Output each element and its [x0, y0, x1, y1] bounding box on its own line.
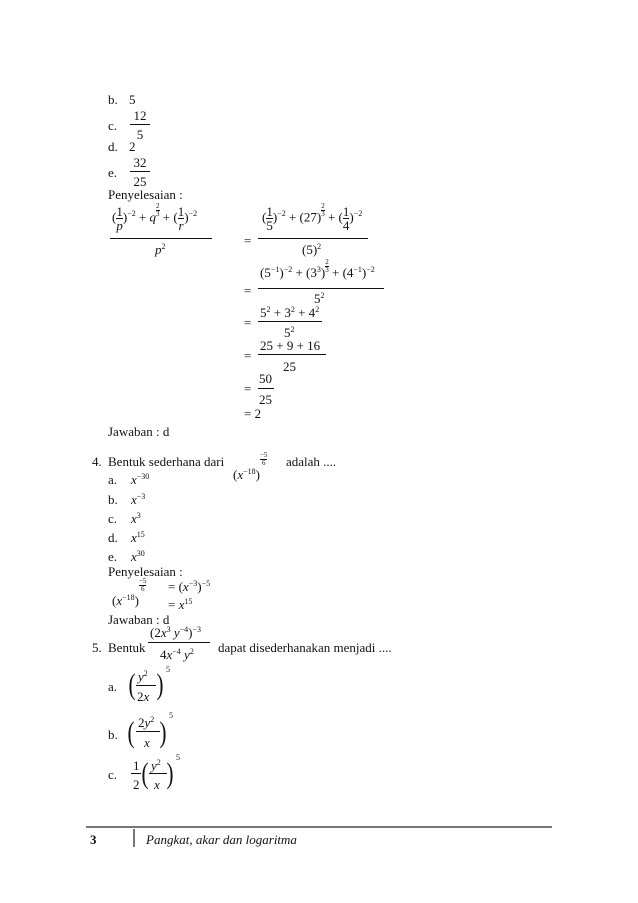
q3-step5-numerator: 50: [259, 371, 272, 386]
right-paren: ): [156, 668, 164, 701]
fraction-bar: [258, 388, 274, 389]
q4-answer: Jawaban : d: [108, 612, 170, 627]
fraction-bar: [130, 171, 150, 172]
q5-option-a-label: a.: [108, 679, 118, 694]
q4-option-c-label: c.: [108, 511, 118, 526]
q4-question-text: Bentuk sederhana dari: [108, 454, 225, 469]
q5-option-b-exponent: 5: [169, 711, 173, 720]
q4-option-e-label: e.: [108, 549, 118, 564]
equals-sign: =: [244, 283, 252, 298]
q5-option-a-exponent: 5: [166, 665, 170, 674]
q5-option-a-denominator: 2x: [137, 689, 150, 704]
q4-option-e-value: $x^{30}$: [131, 549, 145, 564]
q4-solution-lhs: $(x^{-18})$ $\frac{-5}{6}$: [112, 577, 147, 608]
q4-option-b-label: b.: [108, 492, 118, 507]
q4-solution-step2: = $x^{15}$: [168, 597, 193, 612]
fraction-bar: [136, 685, 156, 686]
footer-separator: [133, 829, 135, 847]
q3-solution-label: Penyelesaian :: [108, 187, 183, 202]
q4-option-d-value: $x^{15}$: [131, 530, 145, 545]
fraction-bar: [258, 288, 384, 289]
q3-answer: Jawaban : d: [108, 424, 170, 439]
q3-option-b-label: b.: [108, 92, 118, 107]
q5-option-c-exponent: 5: [176, 753, 180, 762]
q4-option-d-label: d.: [108, 530, 118, 545]
fraction-bar: [258, 321, 322, 322]
right-paren: ): [166, 757, 174, 790]
equals-sign: =: [244, 315, 252, 330]
q5-expression-denominator: $4x^{-4}$ $y^2$: [160, 647, 194, 662]
fraction-bar: [148, 642, 210, 643]
left-paren: (: [128, 668, 136, 701]
q4-expression: $(x^{-18})$ $\frac{-5}{6}$: [233, 451, 268, 482]
q5-option-b-label: b.: [108, 727, 118, 742]
footer-divider: [86, 826, 552, 828]
q5-option-c-coef-numerator: 1: [133, 758, 140, 773]
q3-step2-numerator: $(5^{-1})^{-2} + (3^3)$ $^{\frac{2}{3}}$ + $(4^{-1})^{-2}$: [260, 258, 375, 280]
fraction-bar: [258, 354, 326, 355]
q4-option-a-label: a.: [108, 472, 118, 487]
q3-option-e-numerator: 32: [133, 155, 147, 170]
q5-number: 5.: [92, 640, 102, 655]
equals-sign: =: [244, 381, 252, 396]
q3-option-c-denominator: 5: [136, 127, 144, 142]
q3-left-expression: ( $\frac{1}{p}$ )$^{-2}$ + q $^{\frac{2}{3}}$ + ( $\frac{1}{r}$ )$^{-2}$: [112, 202, 198, 233]
q3-left-denominator: $p^2$: [155, 242, 166, 257]
fraction-bar: [258, 238, 368, 239]
q5-option-a-numerator: $y^2$: [138, 669, 148, 684]
equals-sign: =: [244, 348, 252, 363]
q4-solution-step1: = $(x^{-3})^{-5}$: [168, 579, 211, 594]
q3-step3-numerator: $5^2 + 3^2 + 4^2$: [260, 305, 320, 320]
q3-step4-numerator: 25 + 9 + 16: [260, 338, 321, 353]
q5-question-text: Bentuk: [108, 640, 146, 655]
q3-option-e-label: e.: [108, 165, 118, 180]
page-number: 3: [90, 832, 97, 847]
q5-option-b-numerator: $2y^2$: [138, 715, 155, 730]
q4-question-tail: adalah ....: [286, 454, 337, 469]
q3-step5-denominator: 25: [259, 392, 272, 407]
fraction-bar: [110, 238, 212, 239]
q3-step3-denominator: $5^2$: [284, 325, 295, 340]
q4-solution-label: Penyelesaian :: [108, 564, 183, 579]
q5-question-tail: dapat disederhanakan menjadi ....: [218, 640, 392, 655]
q5-option-c-label: c.: [108, 767, 118, 782]
q5-option-c-numerator: $y^2$: [151, 758, 161, 773]
q5-option-c-coef-denominator: 2: [133, 777, 140, 792]
fraction-bar: [149, 773, 167, 774]
q3-option-d-label: d.: [108, 139, 118, 154]
q3-final-result: = 2: [244, 406, 262, 421]
q5-expression-numerator: ($2x^3$ $y^{-4})^{-3}$: [150, 625, 202, 640]
q3-option-b-value: 5: [129, 92, 136, 107]
fraction-bar: [136, 731, 160, 732]
right-paren: ): [159, 716, 167, 749]
fraction-bar: [131, 773, 141, 774]
q4-option-a-value: $x^{-30}$: [131, 472, 150, 487]
footer-title: Pangkat, akar dan logaritma: [146, 832, 297, 847]
q5-option-b-denominator: x: [144, 735, 150, 750]
fraction-bar: [130, 124, 150, 125]
q4-option-b-value: $x^{-3}$: [131, 492, 146, 507]
q3-option-c-label: c.: [108, 118, 118, 133]
q3-step1-denominator: $(5)^2$: [302, 242, 322, 257]
q3-step2-denominator: $5^2$: [314, 291, 325, 306]
q5-option-c-denominator: x: [154, 777, 160, 792]
q3-step1-numerator: ( $\frac{1}{5}$ )$^{-2}$ + (27) $^{\frac{2}{3}}$ + ( $\frac{1}{4}$ )$^{-2}$: [262, 202, 363, 233]
q3-step4-denominator: 25: [283, 359, 296, 374]
q4-option-c-value: $x^3$: [131, 511, 141, 526]
q3-option-c-numerator: 12: [133, 108, 147, 123]
q3-option-e-denominator: 25: [133, 174, 147, 189]
q3-option-d-value: 2: [129, 139, 136, 154]
left-paren: (: [141, 757, 149, 790]
q4-number: 4.: [92, 454, 102, 469]
equals-sign: =: [244, 233, 252, 248]
left-paren: (: [127, 716, 135, 749]
